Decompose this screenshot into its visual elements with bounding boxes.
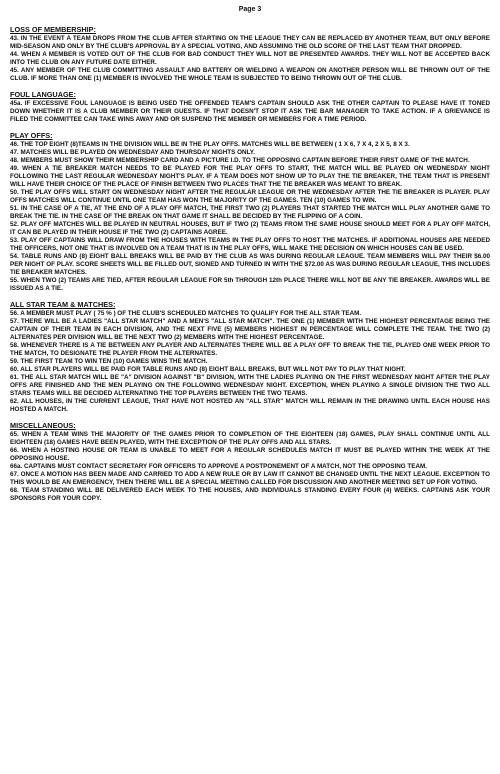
- rules-section: [10, 131, 490, 293]
- rule-paragraph: 43. IN THE EVENT A TEAM DROPS FROM THE CLUB AFTER STARTING ON THE LEAGUE THEY CAN BE REPLACED BY ANOTHER TEAM, BUT ONLY BEFORE MID-SEASON AND ONLY BY THE CLUB'S APPROVAL BY A SPECIAL VOTING, AND ASSUMING THE OLD SCORE OF THE LAST TEAM THAT DROPPED.: [10, 35, 490, 50]
- rule-paragraph: 52. PLAY OFF MATCHES WILL BE PLAYED IN NEUTRAL HOUSES, BUT IF TWO (2) TEAMS FROM THE SAME HOUSE SHOULD MEET FOR A PLAY OFF MATCH, IT CAN BE PLAYED IN THEIR HOUSE IF THE TWO (2) CAPTAINS AGREE.: [10, 221, 490, 236]
- rule-paragraph: 51. IN THE CASE OF A TIE, AT THE END OF A PLAY OFF MATCH, THE FIRST TWO (2) PLAYERS THAT STARTED THE MATCH WILL PLAY ANOTHER GAME TO BREAK THE TIE. IN THE CASE OF THE BREAK ON THAT GAME IT SHALL BE DECIDED BY THE FLIPPING OF A COIN.: [10, 205, 490, 220]
- rule-paragraph: 60. ALL STAR PLAYERS WILL BE PAID FOR TABLE RUNS AND (8) EIGHT BALL BREAKS, BUT WILL NOT PAY TO PLAY THAT NIGHT.: [10, 366, 406, 373]
- section-heading: PLAY OFFS:: [10, 131, 53, 140]
- rules-section: [10, 90, 490, 124]
- rule-paragraph: 66. WHEN A HOSTING HOUSE OR TEAM IS UNABLE TO MEET FOR A REGULAR SCHEDULES MATCH IT MUST BE PLAYED WITHIN THE WEEK AT THE OPPOSING HOUSE.: [10, 447, 490, 462]
- rule-paragraph: 61. THE ALL STAR MATCH WILL BE "A" DIVISION AGAINST "B" DIVISION, WITH THE LADIES PLAYING ON THE FIRST WEDNESDAY NIGHT AFTER THE PLAY OFFS ARE FINISHED AND THE MEN PLAYING ON THE FOLLOWING WEDNESDAY NIGHT. EXCEPTION, WHEN PLAYING A SINGLE DIVISION THE TWO ALL STARS TEAMS WILL BE DECIDED ALTERNATING THE TOP PLAYERS BETWEEN THE TWO TEAMS.: [10, 374, 490, 397]
- rules-body: [10, 25, 490, 503]
- rule-paragraph: 53. PLAY OFF CAPTAINS WILL DRAW FROM THE HOUSES WITH TEAMS IN THE PLAY OFFS TO HOST THE MATCHES. IF ADDITIONAL HOUSES ARE NEEDED THE OFFICERS, NOT ONE THAT IS INVOLVED ON A TEAM THAT IS IN THE PLAY OFFS, WILL MAKE THE DECISION ON WHICH HOUSES CAN BE USED.: [10, 237, 490, 252]
- rule-paragraph: 58. WHENEVER THERE IS A TIE BETWEEN ANY PLAYER AND ALTERNATES THERE WILL BE A PLAY OFF TO BREAK THE TIE, PLAYED ONE WEEK PRIOR TO THE MATCH, TO DESIGNATE THE PLAYER FROM THE ALTERNATES.: [10, 342, 490, 357]
- rule-paragraph: 48. MEMBERS MUST SHOW THEIR MEMBERSHIP CARD AND A PICTURE I.D. TO THE OPPOSING CAPTAIN BEFORE THEIR FIRST GAME OF THE MATCH.: [10, 157, 470, 164]
- section-heading: ALL STAR TEAM & MATCHES:: [10, 300, 116, 309]
- rule-paragraph: 54. TABLE RUNS AND (8) EIGHT BALL BREAKS WILL BE PAID BY THE CLUB AS WAS DURING REGULAR LEAGUE. TEAM MEMBERS WILL PAY THEIR $6.00 PER NIGHT OF PLAY. SCORE SHEETS WILL BE FILLED OUT, SIGNED AND TURNED IN WITH THE $72.00 AS WAS DURING REGULAR LEAGUE, THIS INCLUDES TIE BREAKER MATCHES.: [10, 253, 490, 276]
- rule-paragraph: 68. TEAM STANDING WILL BE DELIVERED EACH WEEK TO THE HOUSES, AND INDIVIDUALS STANDING EVERY FOUR (4) WEEKS. CAPTAINS ASK YOUR SPONSORS FOR YOUR COPY.: [10, 487, 490, 502]
- rule-paragraph: 47. MATCHES WILL BE PLAYED ON WEDNESDAY AND THURSDAY NIGHTS ONLY.: [10, 149, 256, 156]
- rules-section: [10, 300, 490, 414]
- rule-paragraph: 49. WHEN A TIE BREAKER MATCH NEEDS TO BE PLAYED FOR THE PLAY OFFS TO START, THE MATCH WILL BE PLAYED ON WEDNESDAY NIGHT FOLLOWING THE LAST REGULAR WEDNESDAY NIGHT'S PLAY. IF A TEAM DOES NOT SHOW UP TO PLAY THE TIE BREAKER, THE TEAM THAT IS PRESENT WILL HAVE THEIR CHOICE OF THE PLACE OF FINISH BETWEEN TWO PLACES THAT THE TIE BREAKER WAS MEANT TO BREAK.: [10, 165, 490, 188]
- rule-paragraph: 46. THE TOP EIGHT (8)TEAMS IN THE DIVISION WILL BE IN THE PLAY OFFS. MATCHES WILL BE BETWEEN ( 1 X 6, 7 X 4, 2 X 5, 8 X 3.: [10, 141, 410, 148]
- rule-paragraph: 65. WHEN A TEAM WINS THE MAJORITY OF THE GAMES PRIOR TO COMPLETION OF THE EIGHTEEN (18) GAMES, PLAY SHALL CONTINUE UNTIL ALL EIGHTEEN (18) GAMES HAVE BEEN PLAYED, WITH THE EXCEPTION OF THE PLAY OFFS AND ALL STARS.: [10, 431, 490, 446]
- section-heading: FOUL LANGUAGE:: [10, 90, 76, 99]
- rule-paragraph: 66a. CAPTAINS MUST CONTACT SECRETARY FOR OFFICERS TO APPROVE A POSTPONEMENT OF A MATCH, NOT THE OPPOSING TEAM.: [10, 463, 428, 470]
- rule-paragraph: 50. THE PLAY OFFS WILL START ON WEDNESDAY NIGHT AFTER THE REGULAR LEAGUE OR THE WEDNESDAY AFTER THE TIE BREAKER IS PLAYER. PLAY OFFS MATCHES WILL CONTINUE UNTIL ONE TEAM HAS WON THE MAJORITY OF THE GAMES. TEN (10) GAMES TO WIN.: [10, 189, 490, 204]
- rule-paragraph: 45a. IF EXCESSIVE FOUL LANGUAGE IS BEING USED THE OFFENDED TEAM'S CAPTAIN SHOULD ASK THE OTHER CAPTAIN TO PLEASE HAVE IT TONED DOWN WHETHER IT IS A CLUB MEMBER OR THEIR GUESTS. IF THAT DOESN'T STOP IT ASK THE BAR MANAGER TO TAKE ACTION. IF A GRIEVANCE IS FILED THE COMMITTEE CAN TAKE WINS AWAY AND OR SUSPEND THE MEMBER OR MEMBERS FOR A TIME PERIOD.: [10, 100, 490, 123]
- rule-paragraph: 62. ALL HOUSES, IN THE CURRENT LEAGUE, THAT HAVE NOT HOSTED AN "ALL STAR" MATCH WILL REMAIN IN THE DRAWING UNTIL EACH HOUSE HAS HOSTED A MATCH.: [10, 398, 490, 413]
- rule-paragraph: 44. WHEN A MEMBER IS VOTED OUT OF THE CLUB FOR BAD CONDUCT THEY WILL NOT BE PRESENTED AWARDS. THEY WILL NOT BE ACCEPTED BACK INTO THE CLUB ON ANY FUTURE DATE EITHER.: [10, 51, 490, 66]
- rule-paragraph: 59. THE FIRST TEAM TO WIN TEN (10) GAMES WINS THE MATCH.: [10, 358, 208, 365]
- rule-paragraph: 56. A MEMBER MUST PLAY ( 75 % ) OF THE CLUB'S SCHEDULED MATCHES TO QUALIFY FOR THE ALL STAR TEAM.: [10, 310, 362, 317]
- section-heading: LOSS OF MEMBERSHIP:: [10, 25, 96, 34]
- rules-section: [10, 25, 490, 83]
- rule-paragraph: 67. ONCE A MOTION HAS BEEN MADE AND CARRIED TO ADD A NEW RULE OR BY LAW IT CANNOT BE CHANGED UNTIL THE NEXT LEAGUE. EXCEPTION TO THIS WOULD BE AN EMERGENCY, THEN THERE WILL BE A SPECIAL MEETING CALLED FOR DISCUSSION AND ANOTHER MEETING SET UP FOR VOTING.: [10, 471, 490, 486]
- rule-paragraph: 55. WHEN TWO (2) TEAMS ARE TIED, AFTER REGULAR LEAGUE FOR 5th THROUGH 12th PLACE THERE WILL NOT BE ANY TIE BREAKER. AWARDS WILL BE ISSUED AS A TIE.: [10, 277, 490, 292]
- rule-paragraph: 45. ANY MEMBER OF THE CLUB COMMITTING ASSAULT AND BATTERY OR WIELDING A WEAPON ON ANOTHER PERSON WILL BE THROWN OUT OF THE CLUB. IF MORE THAN ONE (1) MEMBER IS INVOLVED THE WHOLE TEAM IS SUBJECTED TO BEING THROWN OUT OF THE CLUB.: [10, 67, 490, 82]
- page-number: Page 3: [238, 6, 262, 13]
- rule-paragraph: 57. THERE WILL BE A LADIES "ALL STAR MATCH" AND A MEN'S "ALL STAR MATCH". THE ONE (1) MEMBER WITH THE HIGHEST PERCENTAGE BEING THE CAPTAIN OF THEIR TEAM IN EACH DIVISION, AND THE NEXT FIVE (5) MEMBERS HIGHEST IN PERCENTAGE WILL COMPLETE THE TEAM. THE TWO (2) ALTERNATES PER DIVISION WILL BE THE NEXT TWO (2) MEMBERS WITH THE HIGHEST PERCENTAGE.: [10, 318, 490, 341]
- section-heading: MISCELLANEOUS:: [10, 421, 76, 430]
- rules-section: [10, 421, 490, 503]
